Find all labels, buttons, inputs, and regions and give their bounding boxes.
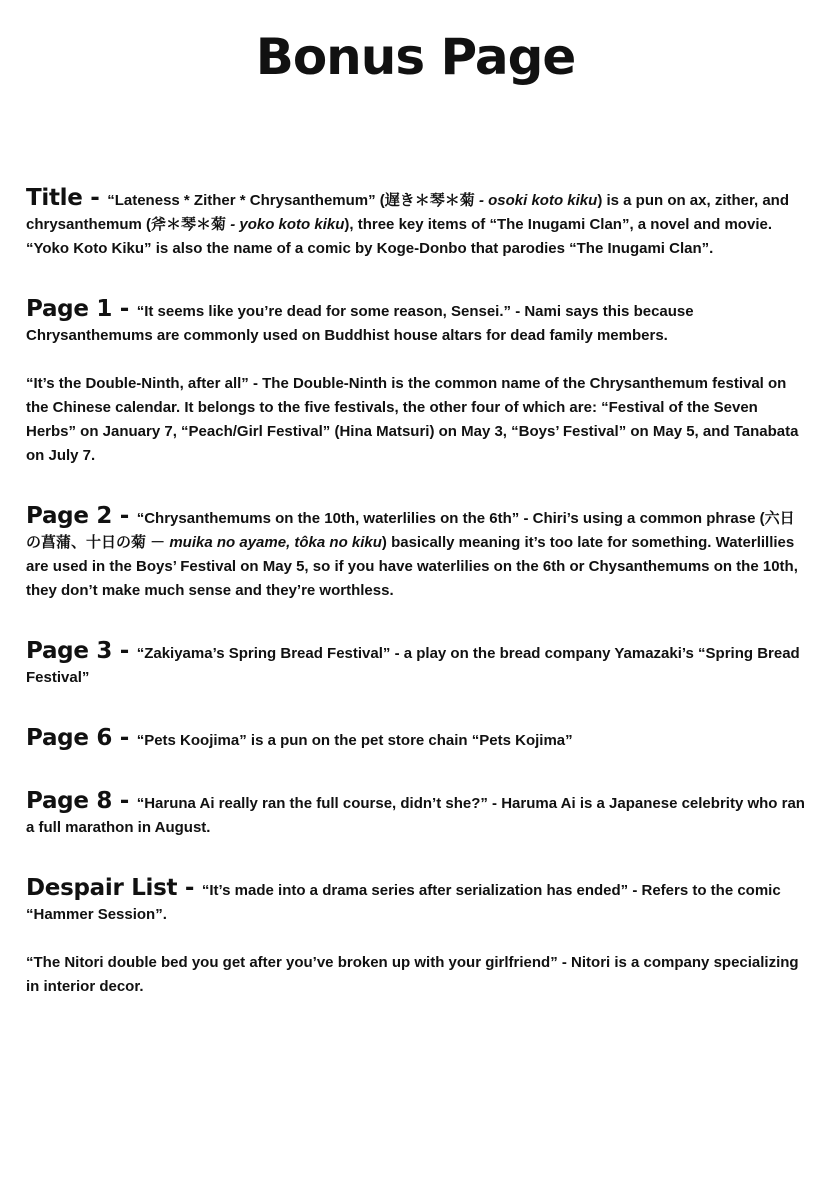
note-text: ), three key items of “The Inugami Clan”, a novel and movie. “Yoko Koto Kiku” is also the name of a comic by Koge-Donbo that parodies “The Inugami Clan”.: [26, 216, 772, 257]
note-text: ) basically meaning it’s too late for something. Waterlillies are used in the Boys’ Festival on May 5, so if you have waterlilies on the 6th or Chysanthemums on the 10th, they don’t make much sense and they’re worthless.: [26, 534, 798, 599]
romanization: - yoko koto kiku: [230, 216, 345, 233]
note-text: “Chrysanthemums on the 10th, waterlilies on the 6th” - Chiri’s using a common phrase (六日の菖蒲、十日の菊 －: [26, 510, 795, 551]
note-paragraph: [26, 297, 806, 348]
note-heading: Page 8 -: [26, 788, 137, 814]
note-paragraph: [26, 372, 806, 468]
page-title: Bonus Page: [255, 28, 576, 86]
note-page-1: [26, 297, 806, 468]
romanization: muika no ayame, tôka no kiku: [169, 534, 382, 551]
note-heading: Despair List -: [26, 875, 202, 901]
note-paragraph: [26, 186, 806, 261]
note-paragraph: [26, 504, 806, 603]
note-title: [26, 186, 806, 261]
translation-notes: [26, 186, 806, 999]
note-text: “Zakiyama’s Spring Bread Festival” - a play on the bread company Yamazaki’s “Spring Bread Festival”: [26, 645, 800, 686]
note-paragraph: [26, 726, 806, 753]
note-text: “Lateness * Zither * Chrysanthemum” (遅き＊琴＊菊: [107, 192, 479, 209]
note-paragraph: [26, 951, 806, 999]
note-page-8: [26, 789, 806, 840]
note-text: ) is a pun on ax, zither, and chrysanthemum (斧＊琴＊菊: [26, 192, 790, 233]
note-heading: Page 6 -: [26, 725, 137, 751]
note-paragraph: [26, 876, 806, 927]
romanization: - osoki koto kiku: [478, 192, 598, 209]
note-text: “It’s the Double-Ninth, after all” - The Double-Ninth is the common name of the Chrysanthemum festival on the Chinese calendar. It belongs to the five festivals, the other four of which are: “Festival of the Seven Herbs” on January 7, “Peach/Girl Festival” (Hina Matsuri) on May 3, “Boys’ Festival” on May 5, and Tanabata on July 7.: [26, 375, 799, 464]
note-paragraph: [26, 639, 806, 690]
note-page-3: [26, 639, 806, 690]
note-text: “It seems like you’re dead for some reason, Sensei.” - Nami says this because Chrysanthemums are commonly used on Buddhist house altars for dead family members.: [26, 303, 694, 344]
note-text: “Haruna Ai really ran the full course, didn’t she?” - Haruma Ai is a Japanese celebrity who ran a full marathon in August.: [26, 795, 805, 836]
note-text: “Pets Koojima” is a pun on the pet store chain “Pets Kojima”: [136, 732, 573, 749]
note-page-2: [26, 504, 806, 603]
note-heading: Page 1 -: [26, 296, 137, 322]
note-despair-list: [26, 876, 806, 999]
note-text: “It’s made into a drama series after serialization has ended” - Refers to the comic “Hammer Session”.: [26, 882, 781, 923]
note-page-6: [26, 726, 806, 753]
note-text: “The Nitori double bed you get after you’ve broken up with your girlfriend” - Nitori is a company specializing in interior decor.: [26, 954, 799, 995]
note-paragraph: [26, 789, 806, 840]
note-heading: Title -: [26, 185, 108, 211]
note-heading: Page 3 -: [26, 638, 137, 664]
note-heading: Page 2 -: [26, 503, 137, 529]
